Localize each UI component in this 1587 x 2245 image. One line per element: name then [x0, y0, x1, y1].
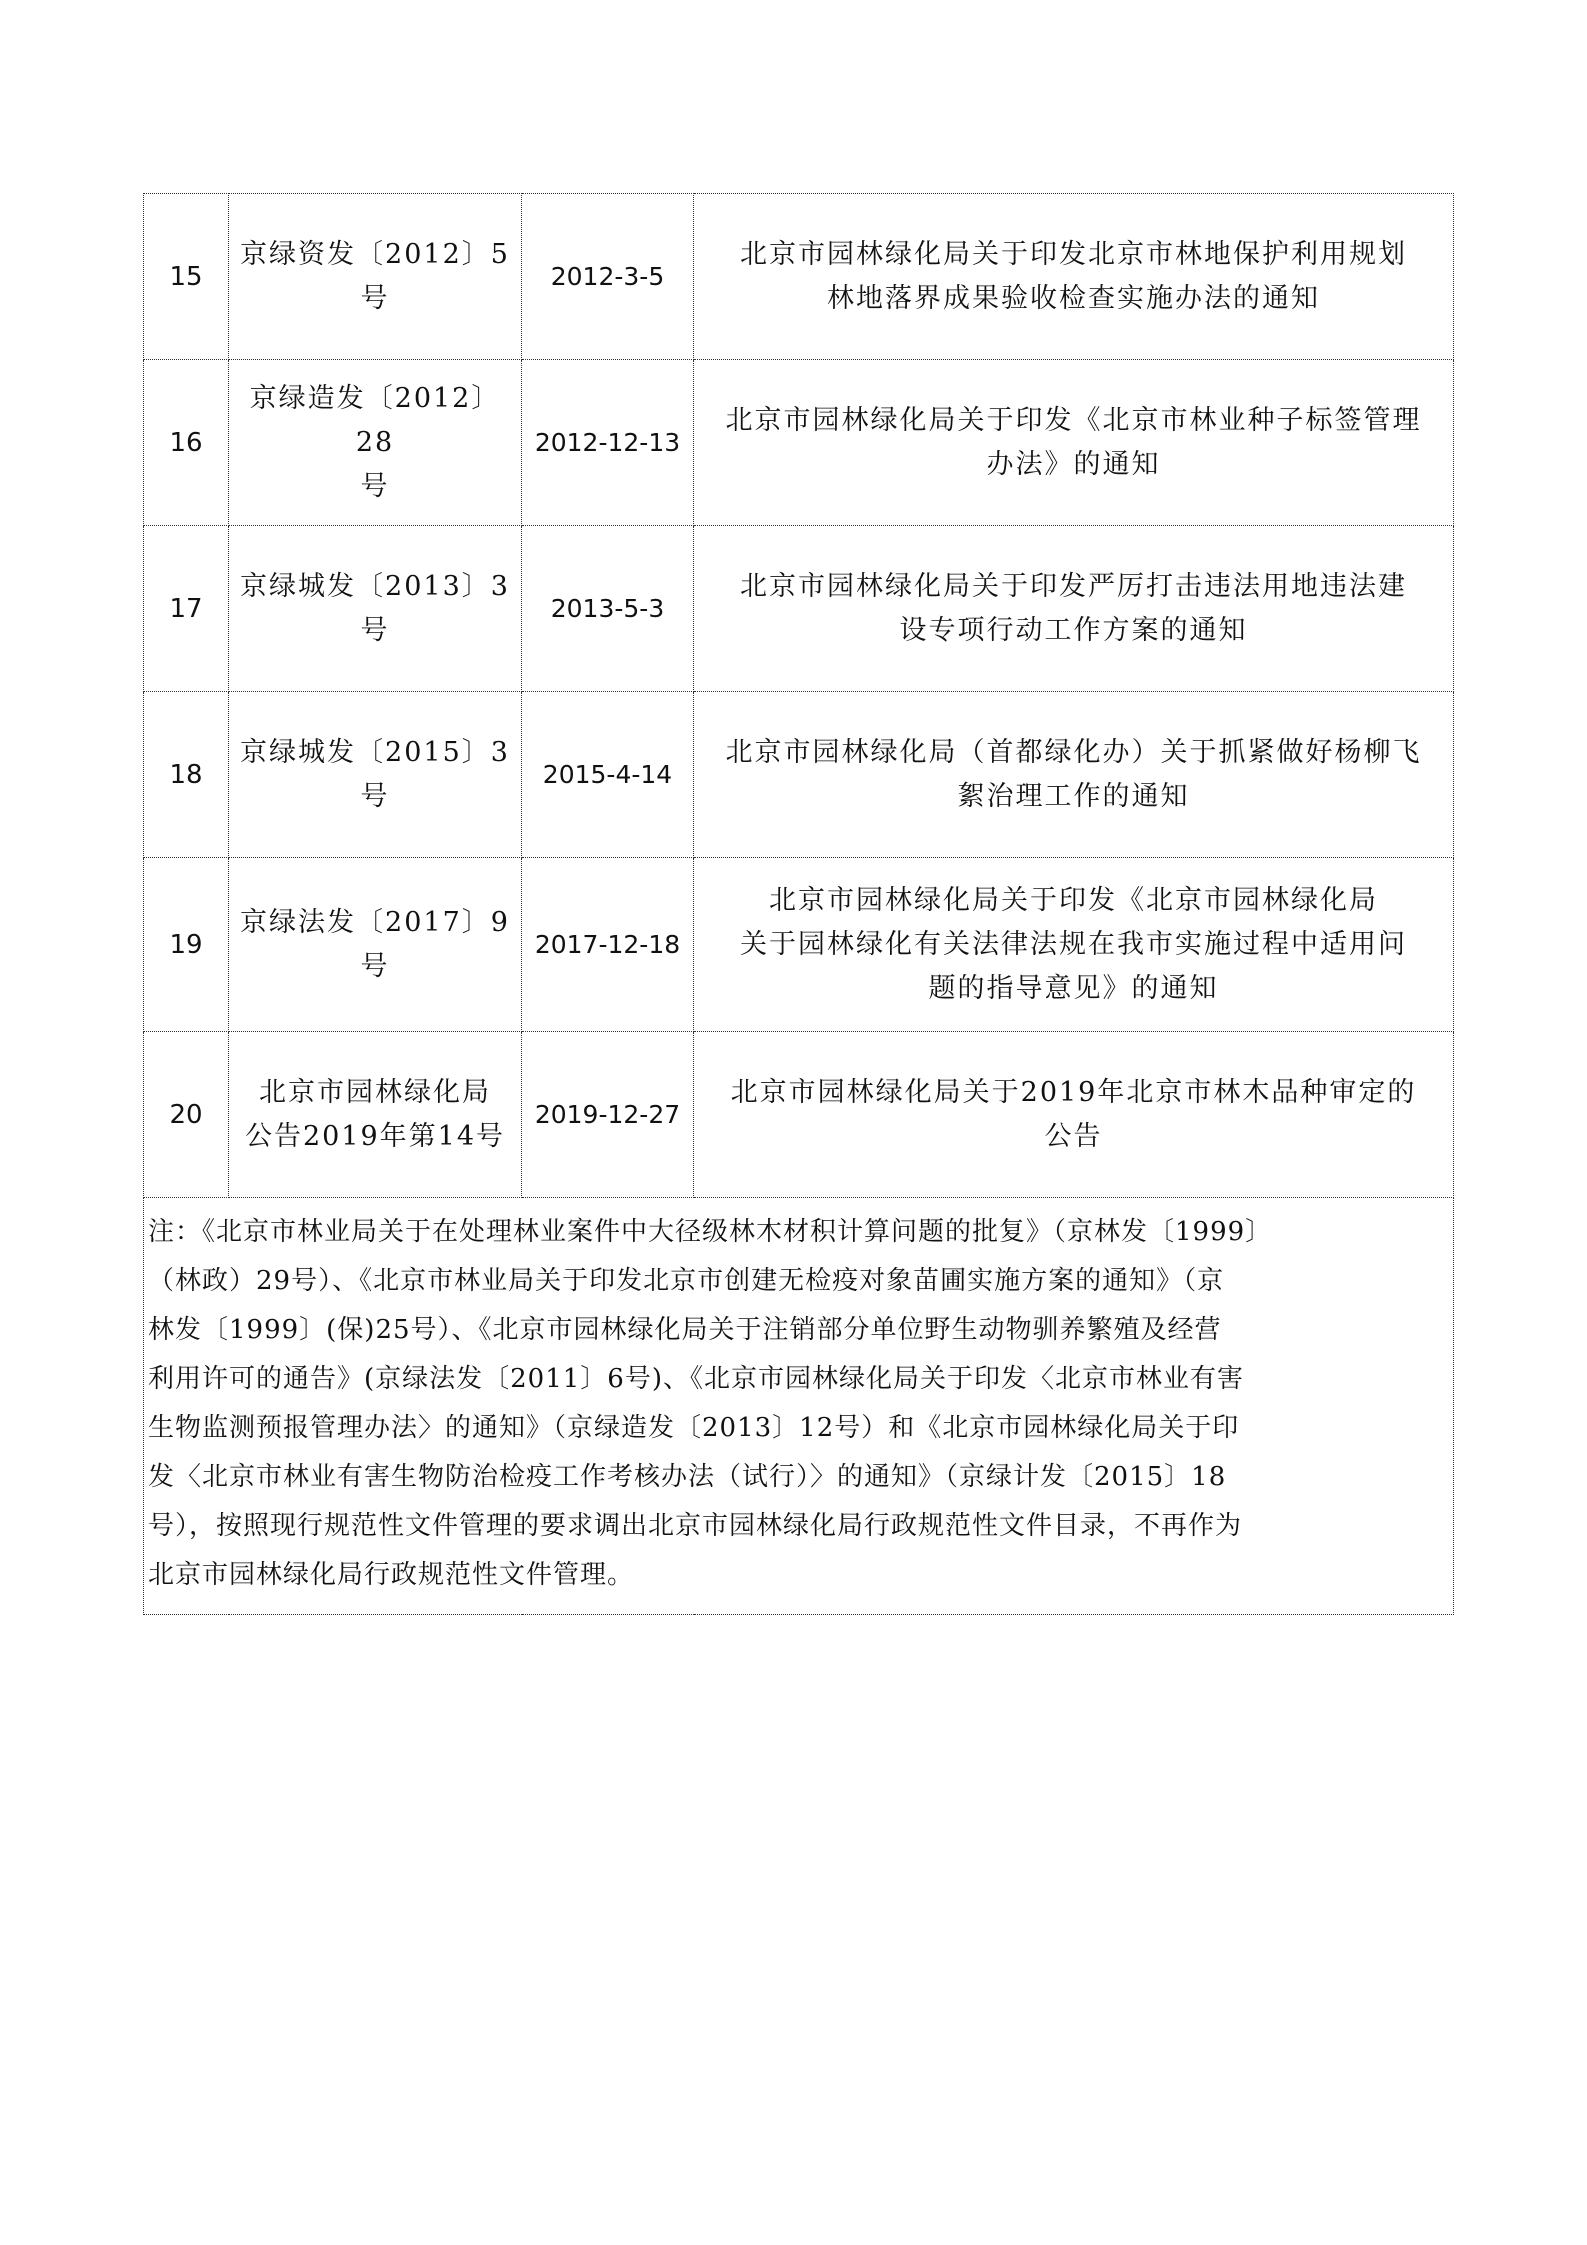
- row-number: 20: [144, 1032, 229, 1198]
- note-text: [144, 1198, 1454, 1615]
- note-line: （林政）29号）、《北京市林业局关于印发北京市创建无检疫对象苗圃实施方案的通知》（京: [148, 1266, 1225, 1296]
- table-row: [144, 526, 1454, 692]
- note-line: 注：《北京市林业局关于在处理林业案件中大径级林木材积计算问题的批复》（京林发〔1999〕: [148, 1217, 1273, 1247]
- issue-date: 2015-4-14: [522, 692, 694, 858]
- table-row: [144, 360, 1454, 526]
- document-title-line: 林地落界成果验收检查实施办法的通知: [827, 282, 1320, 314]
- document-title: [694, 692, 1454, 858]
- table-row: [144, 858, 1454, 1032]
- document-title-line: 设专项行动工作方案的通知: [899, 614, 1248, 646]
- document-number-line: 公告2019年第14号: [244, 1120, 506, 1152]
- document-title-line: 北京市园林绿化局（首都绿化办）关于抓紧做好杨柳飞: [725, 736, 1422, 768]
- document-title-line: 北京市园林绿化局关于印发严厉打击违法用地违法建: [740, 570, 1407, 602]
- document-title: [694, 194, 1454, 360]
- row-number: 15: [144, 194, 229, 360]
- document-title: [694, 360, 1454, 526]
- document-number-line: 京绿资发〔2012〕5: [240, 238, 510, 270]
- document-number-line: 京绿城发〔2015〕3: [240, 736, 510, 768]
- document-title-line: 题的指导意见》的通知: [928, 972, 1219, 1004]
- document-number: [229, 526, 522, 692]
- row-number: 16: [144, 360, 229, 526]
- document-title: [694, 858, 1454, 1032]
- document-number-line: 京绿城发〔2013〕3: [240, 570, 510, 602]
- note-line: 利用许可的通告》(京绿法发〔2011〕6号)、《北京市园林绿化局关于印发〈北京市林业有害: [148, 1364, 1244, 1394]
- table-row: [144, 692, 1454, 858]
- document-number: [229, 692, 522, 858]
- document-number-line: 号: [360, 614, 390, 646]
- note-line: 北京市园林绿化局行政规范性文件管理。: [148, 1560, 635, 1590]
- document-number: [229, 360, 522, 526]
- document-title-line: 办法》的通知: [986, 448, 1161, 480]
- document-title: [694, 1032, 1454, 1198]
- row-number: 17: [144, 526, 229, 692]
- row-number: 18: [144, 692, 229, 858]
- regulation-table: [143, 193, 1454, 1615]
- document-number-line: 号: [360, 470, 390, 502]
- document-number: [229, 858, 522, 1032]
- document-number-line: 京绿法发〔2017〕9: [240, 906, 510, 938]
- document-number: [229, 1032, 522, 1198]
- issue-date: 2012-12-13: [522, 360, 694, 526]
- document-number-line: 号: [360, 780, 390, 812]
- document-title-line: 关于园林绿化有关法律法规在我市实施过程中适用问: [740, 928, 1407, 960]
- issue-date: 2017-12-18: [522, 858, 694, 1032]
- document-number-line: 京绿造发〔2012〕28: [249, 382, 501, 458]
- document-title-line: 北京市园林绿化局关于2019年北京市林木品种审定的: [730, 1076, 1417, 1108]
- note-row: [144, 1198, 1454, 1615]
- document-number-line: 北京市园林绿化局: [259, 1076, 491, 1108]
- issue-date: 2012-3-5: [522, 194, 694, 360]
- note-line: 林发〔1999〕(保)25号）、《北京市园林绿化局关于注销部分单位野生动物驯养繁殖及经营: [148, 1315, 1222, 1345]
- table-row: [144, 1032, 1454, 1198]
- note-line: 生物监测预报管理办法〉的通知》（京绿造发〔2013〕12号）和《北京市园林绿化局关于印: [148, 1413, 1240, 1443]
- document-number-line: 号: [360, 950, 390, 982]
- document-title: [694, 526, 1454, 692]
- table-row: [144, 194, 1454, 360]
- issue-date: 2013-5-3: [522, 526, 694, 692]
- document-number-line: 号: [360, 282, 390, 314]
- document-title-line: 公告: [1044, 1120, 1103, 1152]
- document-title-line: 絮治理工作的通知: [957, 780, 1190, 812]
- document-title-line: 北京市园林绿化局关于印发北京市林地保护利用规划: [740, 238, 1407, 270]
- note-line: 发〈北京市林业有害生物防治检疫工作考核办法（试行）〉的通知》（京绿计发〔2015〕18: [148, 1462, 1227, 1492]
- document-title-line: 北京市园林绿化局关于印发《北京市园林绿化局: [769, 884, 1378, 916]
- row-number: 19: [144, 858, 229, 1032]
- document-title-line: 北京市园林绿化局关于印发《北京市林业种子标签管理: [725, 404, 1422, 436]
- note-line: 号），按照现行规范性文件管理的要求调出北京市园林绿化局行政规范性文件目录，不再作为: [148, 1511, 1243, 1541]
- document-number: [229, 194, 522, 360]
- issue-date: 2019-12-27: [522, 1032, 694, 1198]
